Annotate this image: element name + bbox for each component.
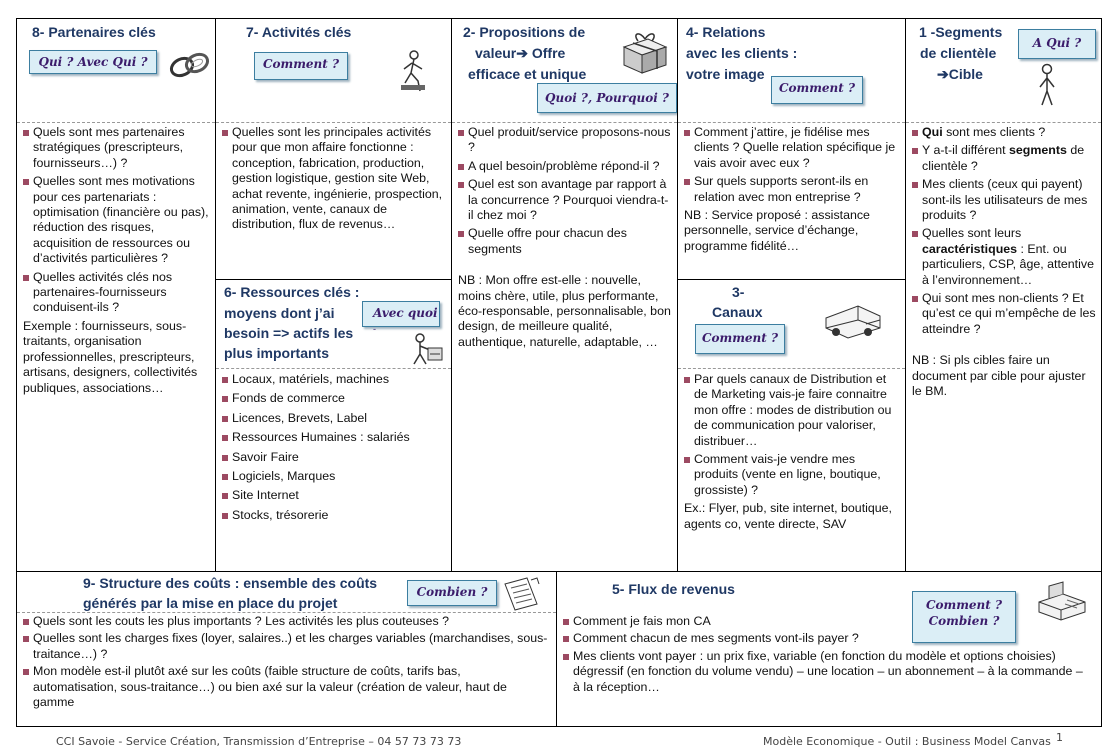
list-item: Savoir Faire [222,450,447,465]
footer-right: Modèle Economique - Outil : Business Model Canvas [763,735,1051,748]
activities-header [216,19,451,123]
value-title-3: efficace et unique [468,66,587,82]
list-item: Mon modèle est-il plutôt axé sur les coûts (faible structure de coûts, tarifs bas, automatisation, sous-traitance…) ou bien axé sur la valeur (création de valeur, haut de gamme [23,664,548,710]
list-item: Sur quels supports seront-ils en relation avec mon entreprise ? [684,174,901,205]
channels-badge: Comment ? [695,324,785,354]
revenue-cell [556,571,1102,727]
page-number: 1 [1056,731,1063,744]
costs-cell [16,571,557,727]
resources-title-2: moyens dont j’ai [224,305,335,321]
costs-body [23,614,548,712]
revenue-header [557,572,1101,613]
list-item: Quelles activités clés nos partenaires-fournisseurs conduisent-ils ? [23,270,211,316]
value-note: NB : Mon offre est-elle : nouvelle, moins chère, utile, plus performante, éco-responsable, personnalisable, bon design, de meilleure qualité, authentique, naturelle, adaptable, … [458,273,671,349]
value-title-2: valeur➔ Offre [475,45,566,61]
costs-badge: Combien ? [407,580,497,606]
costs-title-1: 9- Structure des coûts : ensemble des coûts [83,575,378,591]
segments-title-3: ➔Cible [937,66,983,82]
resources-title-1: 6- Ressources clés : [224,284,360,300]
list-item: Locaux, matériels, machines [222,372,447,387]
value-header [452,19,677,123]
costs-header [17,572,556,613]
segments-cell [905,18,1102,572]
partners-note: Exemple : fournisseurs, sous-traitants, organisation professionnelles, prescripteurs, artisans, designers, collectivités publiques, associations… [23,318,198,395]
list-item: Quelles sont leurs caractéristiques : Ent. ou particuliers, CSP, âge, attentive à l’environnement… [912,226,1097,288]
list-item: Par quels canaux de Distribution et de Marketing vais-je faire connaitre mon offre : modes de distribution ou de communication pour valoriser, distribuer… [684,372,901,449]
relations-badge: Comment ? [771,76,863,104]
channels-note: Ex.: Flyer, pub, site internet, boutique, agents co, vente directe, SAV [684,501,893,531]
kneeling-worker-icon [398,49,428,93]
relations-cell [677,18,906,280]
revenue-badge: Comment ? Combien ? [912,591,1016,643]
list-item: Mes clients (ceux qui payent) sont-ils les utilisateurs de mes produits ? [912,177,1097,223]
segments-note: NB : Si pls cibles faire un document par cible pour ajuster le BM. [912,353,1086,399]
person-with-tools-icon [408,332,446,366]
list-item: Quel produit/service proposons-nous ? [458,125,673,156]
segments-body [912,125,1097,400]
list-item: Site Internet [222,488,447,503]
list-item: Comment vais-je vendre mes produits (vente en ligne, boutique, grossiste) ? [684,452,901,498]
segments-badge: A Qui ? [1018,29,1096,59]
activities-title: 7- Activités clés [246,24,352,40]
costs-title-2: générés par la mise en place du projet [83,595,338,611]
segments-header [906,19,1101,123]
partners-cell [16,18,216,572]
resources-badge: Avec quoi - [362,301,440,327]
channels-title-1: 3- [732,284,745,300]
partners-header [17,19,215,123]
arrow-icon: ➔ [937,66,949,82]
standing-person-icon [1036,63,1058,107]
delivery-truck-icon [822,294,884,342]
document-list-icon [501,576,541,612]
list-item: A quel besoin/problème répond-il ? [458,159,673,174]
list-item: Comment chacun de mes segments vont-ils payer ? [563,631,1093,646]
value-badge: Quoi ?, Pourquoi ? [537,83,677,113]
relations-note: NB : Service proposé : assistance personnelle, service d’échange, programme fidélité… [684,208,870,253]
channels-header [678,280,905,369]
list-item: Quel est son avantage par rapport à la concurrence ? Pourquoi viendra-t-il chez moi ? [458,177,673,223]
list-item: Qui sont mes non-clients ? Et qu’est ce qui m’empêche de les atteindre ? [912,291,1097,337]
activities-body [222,125,447,236]
list-item: Licences, Brevets, Label [222,411,447,426]
revenue-title: 5- Flux de revenus [612,581,735,597]
list-item: Quels sont mes partenaires stratégiques (prescripteurs, fournisseurs…) ? [23,125,211,171]
list-item: Stocks, trésorerie [222,508,447,523]
partners-body [23,125,211,396]
resources-title-4: plus importants [224,345,330,361]
list-item: Quelle offre pour chacun des segments [458,226,673,257]
value-cell [451,18,678,572]
segments-title-1: 1 -Segments [919,24,1003,40]
business-model-canvas [16,18,1102,727]
chain-links-icon [167,45,215,85]
list-item: Comment j’attire, je fidélise mes clients ? Quelle relation spécifique je vais avoir avec eux ? [684,125,901,171]
list-item: Qui sont mes clients ? [912,125,1097,140]
resources-title-3: besoin => actifs les [224,325,354,341]
partners-badge: Qui ? Avec Qui ? [29,50,157,74]
list-item: Ressources Humaines : salariés [222,430,447,445]
relations-header [678,19,905,123]
channels-body [684,372,901,532]
gift-box-icon [618,27,670,75]
relations-title-2: avec les clients : [686,45,798,61]
relations-title-3: votre image [686,66,765,82]
list-item: Quels sont les couts les plus importants ? Les activités les plus couteuses ? [23,614,548,629]
channels-title-2: Canaux [712,304,763,320]
arrow-icon: ➔ [516,45,528,61]
footer-left: CCI Savoie - Service Création, Transmission d’Entreprise – 04 57 73 73 73 [56,735,462,748]
list-item: Mes clients vont payer : un prix fixe, variable (en fonction du modèle et options choisies) dégressif (en fonction du volume vendu) – une location – un abonnement – à la commande – à la réception… [563,649,1093,695]
revenue-body [563,614,1093,697]
activities-cell [215,18,452,280]
list-item: Logiciels, Marques [222,469,447,484]
list-item: Y a-t-il différent segments de clientèle ? [912,143,1097,174]
list-item: Quelles sont les charges fixes (loyer, salaires..) et les charges variables (marchandises, sous-traitance…) ? [23,631,548,662]
list-item: Quelles sont mes motivations pour ces partenariats : optimisation (financière ou pas), réduction des risques, acquisition de ressources ou d’activités particulières ? [23,174,211,266]
relations-title-1: 4- Relations [686,24,766,40]
list-item: Comment je fais mon CA [563,614,1093,629]
resources-body [222,372,447,527]
list-item: Quelles sont les principales activités pour que mon affaire fonctionne : conception, fabrication, production, gestion logistique, gestion site Web, achat revente, ingénierie, prospection, animation, vente, canaux de distribution, flux de revenus… [222,125,447,233]
list-item: Fonds de commerce [222,391,447,406]
activities-badge: Comment ? [254,52,348,80]
value-body [458,125,673,350]
partners-title: 8- Partenaires clés [32,24,156,40]
resources-header [216,280,451,369]
channels-cell [677,279,906,572]
value-title-1: 2- Propositions de [463,24,586,40]
resources-cell [215,279,452,572]
segments-title-2: de clientèle [920,45,997,61]
relations-body [684,125,901,254]
